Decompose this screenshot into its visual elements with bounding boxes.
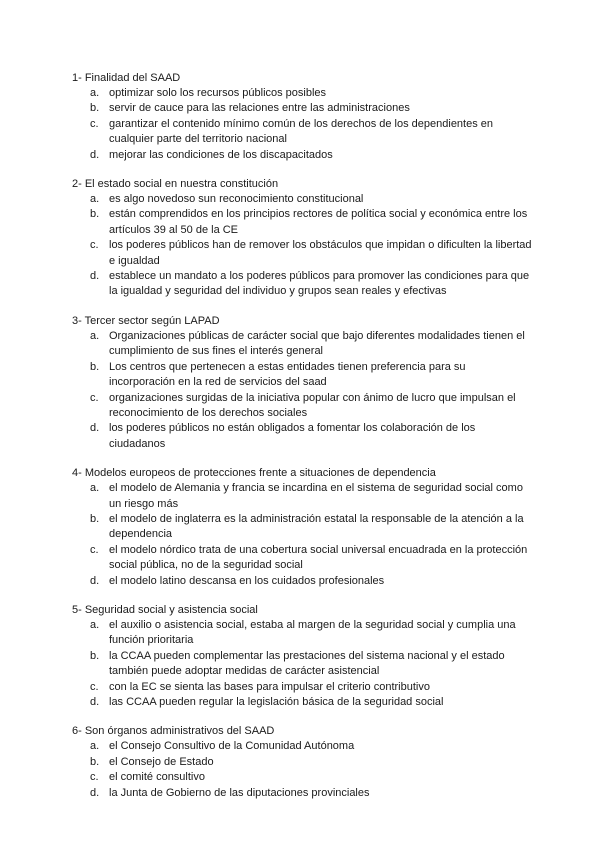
option-letter: d.: [90, 786, 100, 799]
option-letter: a.: [90, 87, 100, 99]
option-text: la Junta de Gobierno de las diputaciones provinciales: [109, 786, 370, 799]
answer-option: [72, 481, 532, 512]
option-text: los poderes públicos no están obligados a fomentar los colaboración de los ciudadanos: [109, 422, 476, 450]
option-letter: b.: [90, 208, 100, 221]
answer-option: [72, 543, 532, 574]
answer-option: [72, 207, 532, 238]
answer-options: [72, 86, 532, 163]
option-letter: b.: [90, 649, 100, 662]
answer-option: [72, 770, 532, 785]
question-title: 3- Tercer sector según LAPAD: [72, 314, 220, 327]
answer-option: [72, 360, 532, 391]
option-text: el modelo de Alemania y francia se incardina en el sistema de seguridad social como un riesgo más: [109, 482, 523, 510]
option-text: con la EC se sienta las bases para impulsar el criterio contributivo: [109, 680, 430, 693]
answer-option: [72, 786, 532, 801]
option-text: optimizar solo los recursos públicos posibles: [109, 87, 327, 99]
option-letter: a.: [90, 482, 100, 495]
option-letter: a.: [90, 740, 100, 753]
question-title: 2- El estado social en nuestra constitución: [72, 178, 279, 191]
question-5: [72, 602, 532, 710]
option-text: establece un mandato a los poderes públicos para promover las condiciones para que la igualdad y seguridad del individuo y grupos sean reales y efectivas: [109, 270, 530, 298]
option-text: el Consejo de Estado: [109, 755, 214, 768]
option-letter: c.: [90, 391, 99, 404]
option-letter: d.: [90, 148, 100, 161]
option-text: la CCAA pueden complementar las prestaciones del sistema nacional y el estado también puede adoptar medidas de carácter asistencial: [109, 649, 505, 678]
answer-option: [72, 695, 532, 710]
option-text: el comité consultivo: [109, 771, 205, 784]
answer-options: [72, 739, 532, 801]
question-3: [72, 313, 532, 452]
option-letter: b.: [90, 360, 100, 373]
option-letter: c.: [90, 771, 99, 784]
option-letter: c.: [90, 117, 99, 130]
option-letter: c.: [90, 680, 99, 693]
answer-options: [72, 618, 532, 710]
option-letter: c.: [90, 543, 99, 556]
question-title: 1- Finalidad del SAAD: [72, 72, 181, 84]
question-6: [72, 723, 532, 801]
answer-option: [72, 269, 532, 300]
answer-option: [72, 574, 532, 589]
option-letter: c.: [90, 239, 99, 252]
question-title: 4- Modelos europeos de protecciones frente a situaciones de dependencia: [72, 467, 436, 480]
option-letter: a.: [90, 618, 100, 631]
option-letter: b.: [90, 512, 100, 525]
option-letter: d.: [90, 574, 100, 587]
answer-option: [72, 101, 532, 116]
answer-option: [72, 755, 532, 770]
option-text: están comprendidos en los principios rectores de política social y económica entre los artículos 39 al 50 de la CE: [109, 208, 528, 236]
answer-option: [72, 391, 532, 422]
option-letter: b.: [90, 755, 100, 768]
option-text: el modelo nórdico trata de una cobertura social universal encuadrada en la protección social pública, no de la seguridad social: [109, 543, 528, 572]
question-1: [72, 70, 532, 163]
option-text: servir de cauce para las relaciones entre las administraciones: [109, 102, 410, 115]
answer-option: [72, 86, 532, 101]
option-letter: d.: [90, 270, 100, 283]
option-text: organizaciones surgidas de la iniciativa popular con ánimo de lucro que impulsan el reconocimiento de los derechos sociales: [109, 391, 516, 419]
answer-option: [72, 192, 532, 207]
answer-option: [72, 739, 532, 754]
answer-option: [72, 512, 532, 543]
option-letter: d.: [90, 696, 100, 708]
option-text: el Consejo Consultivo de la Comunidad Autónoma: [109, 740, 355, 753]
option-text: es algo novedoso sun reconocimiento constitucional: [109, 193, 364, 206]
option-text: el modelo latino descansa en los cuidados profesionales: [109, 574, 385, 587]
question-2: [72, 176, 532, 300]
answer-option: [72, 618, 532, 649]
option-text: mejorar las condiciones de los discapacitados: [109, 148, 333, 161]
answer-options: [72, 329, 532, 452]
answer-options: [72, 481, 532, 589]
question-document: [72, 70, 532, 814]
option-letter: d.: [90, 422, 100, 435]
option-text: el modelo de inglaterra es la administración estatal la responsable de la atención a la dependencia: [109, 512, 524, 541]
option-text: el auxilio o asistencia social, estaba al margen de la seguridad social y cumplia una función prioritaria: [109, 618, 516, 647]
answer-options: [72, 192, 532, 300]
answer-option: [72, 148, 532, 163]
answer-option: [72, 421, 532, 452]
answer-option: [72, 117, 532, 148]
option-text: Organizaciones públicas de carácter social que bajo diferentes modalidades tienen el cumplimiento de sus fines el interés general: [109, 329, 525, 358]
answer-option: [72, 649, 532, 680]
option-letter: a.: [90, 193, 100, 206]
answer-option: [72, 238, 532, 269]
question-title: 6- Son órganos administrativos del SAAD: [72, 725, 275, 738]
answer-option: [72, 329, 532, 360]
option-text: Los centros que pertenecen a estas entidades tienen preferencia para su incorporación en la red de servicios del saad: [109, 360, 466, 389]
answer-option: [72, 680, 532, 695]
option-letter: b.: [90, 102, 100, 115]
option-text: las CCAA pueden regular la legislación básica de la seguridad social: [109, 696, 444, 708]
option-text: garantizar el contenido mínimo común de los derechos de los dependientes en cualquier parte del territorio nacional: [109, 117, 494, 146]
question-4: [72, 465, 532, 589]
option-text: los poderes públicos han de remover los obstáculos que impidan o dificulten la libertad e igualdad: [109, 239, 532, 267]
question-title: 5- Seguridad social y asistencia social: [72, 603, 258, 616]
option-letter: a.: [90, 329, 100, 342]
